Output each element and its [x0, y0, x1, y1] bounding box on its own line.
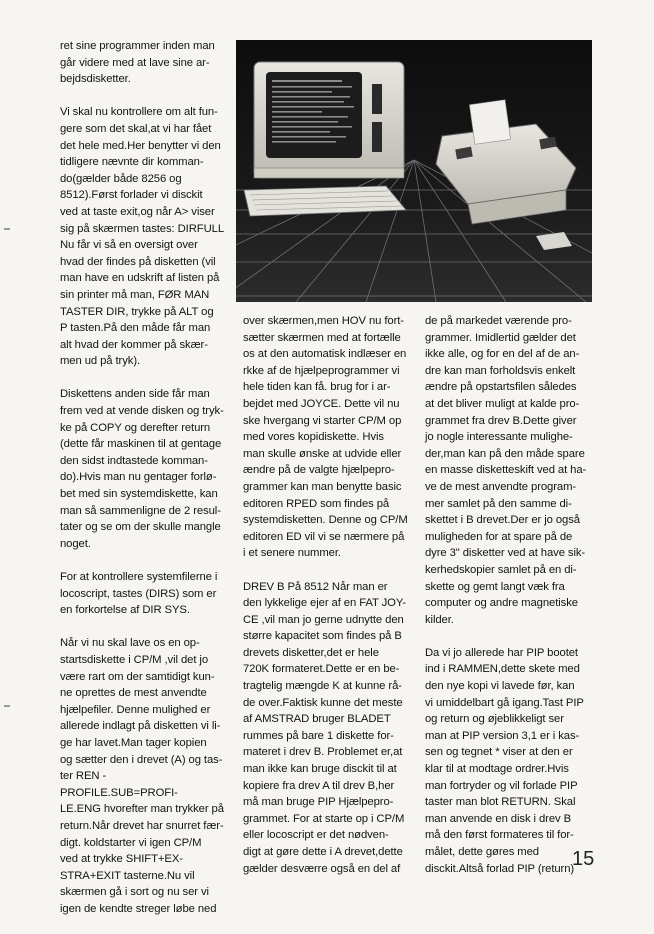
paragraph: de på markedet værende pro- grammer. Imidlertid gælder det ikke alle, og for en del af de an- dre kan man forholdsvis enkelt ændre på opstartsfilen således at det bliver muligt at kalde pro- grammet fra drev B.Dette giver jo nogle interessante mulighe- der,man kan på den måde spare en masse disketteskift ved at ha- ve de mest anvendte program- mer samlet på den samme di- skettet i B drevet.Der er jo også muligheden for at spare på de dyre 3" disketter ved at have sik- kerhedskopier samlet på en di- skette og gemt langt væk fra computer og andre magnetiske kilder. [425, 315, 587, 626]
text-column-3 [425, 313, 595, 894]
page-number: 15 [572, 848, 595, 870]
text-column-2 [243, 313, 413, 894]
paragraph: Diskettens anden side får man frem ved at vende disken og tryk- ke på COPY og derefter return (dette får maskinen til at gentage den sidst indtastede komman- do).Hvis man nu gentager forlø- bet med sin systemdiskette, kan man så sammenligne de 2 resul- tater og se om der skulle mangle noget. [60, 388, 224, 550]
paragraph: ret sine programmer inden man går videre med at lave sine ar- bejdsdisketter. [60, 40, 215, 86]
binding-mark [4, 228, 10, 230]
paragraph: Når vi nu skal lave os en op- startsdiskette i CP/M ,vil det jo være rart om der samtidigt kun- ne oprettes de mest anvendte hjælpefiler. Denne mulighed er allerede indlagt på disketten vi li- ge har lavet.Man tager kopien og sætter den i drevet (A) og tas- ter REN - PROFILE.SUB=PROFI- LE.ENG hvorefter man trykker på return.Når drevet har snurret fær- digt. koldstarter vi igen CP/M ved at trykke SHIFT+EX- STRA+EXIT tasterne.Nu vil skærmen gå i sort og nu ser vi igen de kendte streger løbe ned [60, 637, 224, 915]
paragraph: Da vi jo allerede har PIP bootet ind i RAMMEN,dette skete med den nye kopi vi lavede før, kan vi umiddelbart gå igang.Tast PIP og return og øjeblikkeligt ser man at PIP version 3,1 er i kas- sen og tegnet * viser at den er klar til at modtage ordrer.Hvis man fortryder og vil forlade PIP taster man blot RETURN. Skal man anvende en disk i drev B må den først formateres til for- målet, dette gøres med disckit.Altså forlad PIP (return) [425, 646, 584, 875]
binding-mark [4, 705, 10, 707]
paragraph: DREV B På 8512 Når man er den lykkelige ejer af en FAT JOY- CE ,vil man jo gerne udnytte den større kapacitet som findes på B drevets disketter,det er hele 720K formateret.Dette er en be- tragtelig mængde K at kunne rå- de over.Faktisk kunne det meste af AMSTRAD bruger BLADET rummes på bare 1 diskette for- materet i drev B. Problemet er,at man ikke kan bruge disckit til at kopiere fra drev A til drev B,her må man bruge PIP Hjælpepro- grammet. For at starte op i CP/M eller locoscript er det nødven- digt at gøre dette i A drevet,dette gælder desværre også en del af [243, 580, 406, 875]
paragraph: For at kontrollere systemfilerne i locoscript, tastes (DIRS) som er en forkortelse af DIR SYS. [60, 571, 218, 617]
paragraph: over skærmen,men HOV nu fort- sætter skærmen med at fortælle os at den automatisk indlæser en rkke af de hjælpeprogrammer vi hele tiden kan få. brug for i ar- bejdet med JOYCE. Dette vil nu ske hvergang vi starter CP/M op med vores kopidiskette. Hvis man skulle ønske at udvide eller ændre på de valgte hjælpepro- grammer kan man benytte basic editoren RPED som findes på systemdisketten. Denne og CP/M editoren ED vil vi se nærmere på i et senere nummer. [243, 315, 408, 560]
text-column-1 [60, 38, 225, 934]
computer-and-printer-icon [236, 40, 592, 302]
computer-printer-photo [236, 40, 592, 302]
paragraph: Vi skal nu kontrollere om alt fun- gere som det skal,at vi har fået det hele med.Her benytter vi den tidligere nævnte dir komman- do(gælder både 8256 og 8512).Først forlader vi disckit ved at taste exit,og når A> viser sig på skærmen tastes: DIRFULL Nu får vi så en oversigt over hvad der findes på disketten (vil man have en udskrift af listen på sin printer må man, FØR MAN TASTER DIR, trykke på ALT og P tasten.På den måde får man alt hvad der kommer på skær- men ud på tryk). [60, 106, 224, 368]
